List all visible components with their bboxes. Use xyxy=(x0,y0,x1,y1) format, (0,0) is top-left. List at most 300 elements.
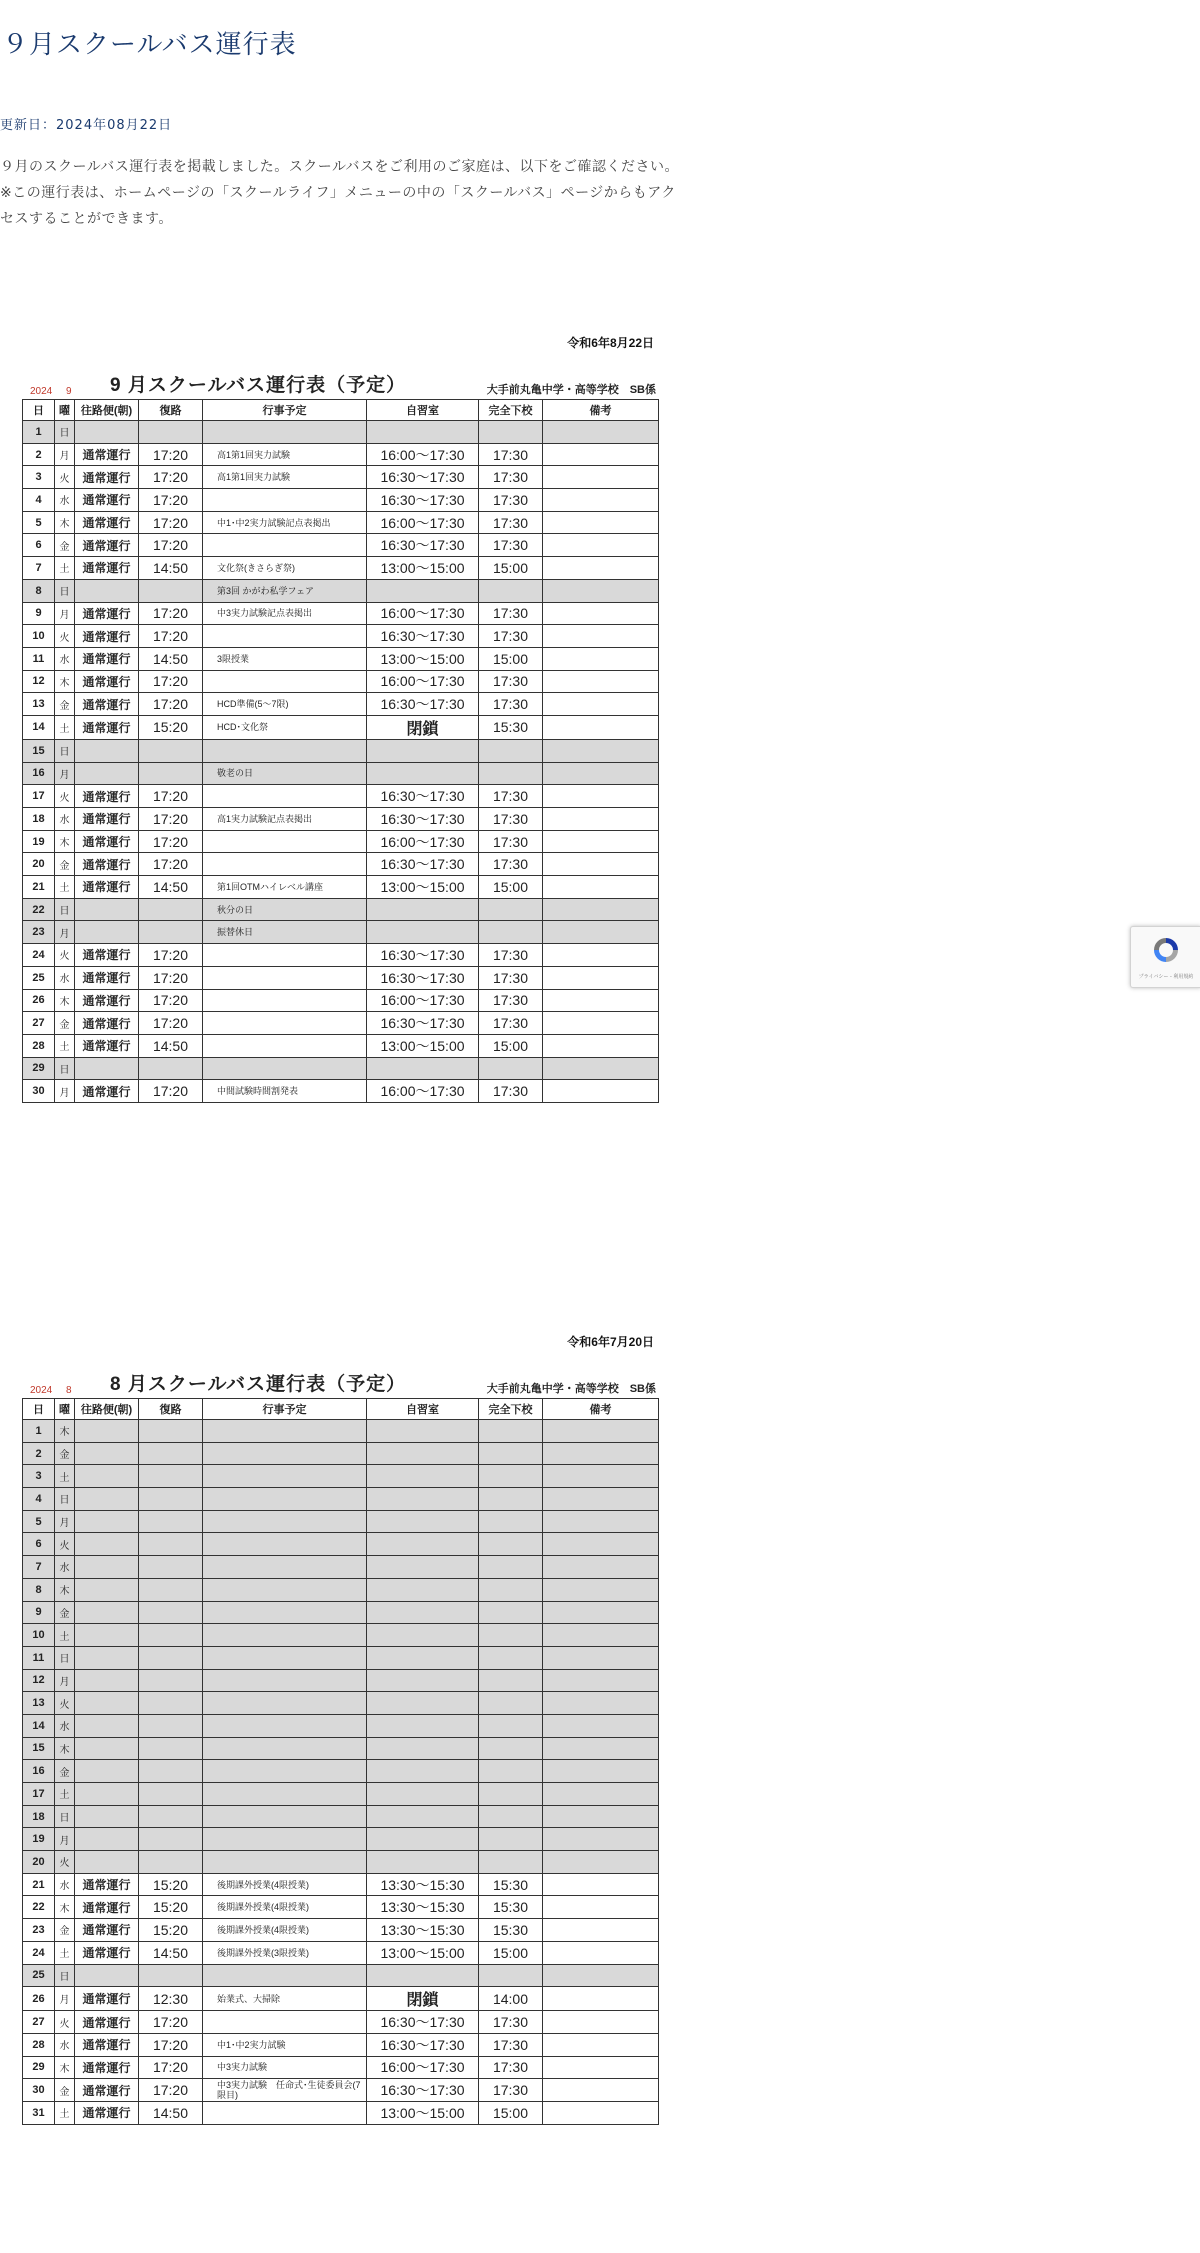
issued-date: 令和6年8月22日 xyxy=(567,336,654,350)
morning-bus-cell: 通常運行 xyxy=(75,511,139,534)
event-cell xyxy=(203,830,367,853)
return-bus-cell xyxy=(139,1805,203,1828)
dismissal-cell xyxy=(479,1442,543,1465)
study-room-cell xyxy=(367,1714,479,1737)
schedule-header xyxy=(22,1374,658,1396)
morning-bus-cell: 通常運行 xyxy=(75,785,139,808)
study-room-cell: 16:30〜17:30 xyxy=(367,2079,479,2102)
weekday-cell: 土 xyxy=(55,557,75,580)
study-room-cell xyxy=(367,1669,479,1692)
remarks-cell xyxy=(543,785,659,808)
return-bus-cell: 17:20 xyxy=(139,625,203,648)
event-cell: 文化祭(きさらぎ祭) xyxy=(203,557,367,580)
return-bus-cell xyxy=(139,1669,203,1692)
schedule-year: 2024 xyxy=(30,1385,53,1396)
morning-bus-cell xyxy=(75,1783,139,1806)
morning-bus-cell xyxy=(75,921,139,944)
table-row xyxy=(23,1873,659,1896)
morning-bus-cell xyxy=(75,1805,139,1828)
event-cell xyxy=(203,1964,367,1987)
dismissal-cell xyxy=(479,921,543,944)
remarks-cell xyxy=(543,1669,659,1692)
remarks-cell xyxy=(543,693,659,716)
remarks-cell xyxy=(543,1034,659,1057)
table-row xyxy=(23,1714,659,1737)
table-header-row xyxy=(23,400,659,421)
event-cell xyxy=(203,489,367,512)
dismissal-cell xyxy=(479,1624,543,1647)
dismissal-cell: 15:00 xyxy=(479,647,543,670)
weekday-cell: 土 xyxy=(55,876,75,899)
dismissal-cell: 17:30 xyxy=(479,830,543,853)
weekday-cell: 月 xyxy=(55,1669,75,1692)
study-room-cell xyxy=(367,1760,479,1783)
event-cell xyxy=(203,1601,367,1624)
weekday-cell: 火 xyxy=(55,944,75,967)
table-row xyxy=(23,2101,659,2124)
study-room-cell xyxy=(367,1964,479,1987)
header-events: 行事予定 xyxy=(203,1399,367,1420)
return-bus-cell xyxy=(139,1737,203,1760)
day-cell: 26 xyxy=(23,989,55,1012)
table-row xyxy=(23,898,659,921)
dismissal-cell xyxy=(479,421,543,444)
intro-paragraph: ９月のスクールバス運行表を掲載しました。スクールバスをご利用のご家庭は、以下をご確認ください。 xyxy=(0,159,679,175)
day-cell: 27 xyxy=(23,1012,55,1035)
updated-date: 更新日：2024年08月22日 xyxy=(0,118,173,133)
return-bus-cell xyxy=(139,1533,203,1556)
morning-bus-cell xyxy=(75,1510,139,1533)
morning-bus-cell xyxy=(75,1646,139,1669)
day-cell: 14 xyxy=(23,715,55,739)
weekday-cell: 金 xyxy=(55,1012,75,1035)
study-room-cell: 16:30〜17:30 xyxy=(367,466,479,489)
header-remarks: 備考 xyxy=(543,400,659,421)
event-cell: HCD準備(5〜7限) xyxy=(203,693,367,716)
remarks-cell xyxy=(543,1533,659,1556)
dismissal-cell: 15:00 xyxy=(479,557,543,580)
table-row xyxy=(23,1941,659,1964)
study-room-cell: 13:00〜15:00 xyxy=(367,876,479,899)
weekday-cell: 火 xyxy=(55,1692,75,1715)
return-bus-cell: 17:20 xyxy=(139,466,203,489)
dismissal-cell: 17:30 xyxy=(479,466,543,489)
return-bus-cell xyxy=(139,762,203,785)
day-cell: 17 xyxy=(23,785,55,808)
table-row xyxy=(23,989,659,1012)
event-cell: 秋分の日 xyxy=(203,898,367,921)
study-room-cell: 16:30〜17:30 xyxy=(367,625,479,648)
table-row xyxy=(23,739,659,762)
table-row xyxy=(23,2079,659,2102)
study-room-cell xyxy=(367,898,479,921)
morning-bus-cell: 通常運行 xyxy=(75,2011,139,2034)
weekday-cell: 土 xyxy=(55,1624,75,1647)
remarks-cell xyxy=(543,1646,659,1669)
remarks-cell xyxy=(543,2056,659,2079)
intro-note: ※この運行表は、ホームページの「スクールライフ」メニューの中の「スクールバス」ページからもアクセスすることができます。 xyxy=(0,185,676,227)
study-room-cell xyxy=(367,1601,479,1624)
day-cell: 3 xyxy=(23,466,55,489)
schedule-month: 9 xyxy=(66,386,72,397)
weekday-cell: 土 xyxy=(55,1941,75,1964)
dismissal-cell xyxy=(479,1556,543,1579)
day-cell: 2 xyxy=(23,1442,55,1465)
study-room-cell xyxy=(367,1805,479,1828)
morning-bus-cell: 通常運行 xyxy=(75,625,139,648)
weekday-cell: 水 xyxy=(55,808,75,831)
weekday-cell: 月 xyxy=(55,762,75,785)
table-row xyxy=(23,785,659,808)
return-bus-cell xyxy=(139,1692,203,1715)
return-bus-cell xyxy=(139,1442,203,1465)
schedule-title-text: 月スクールバス運行表（予定） xyxy=(127,375,407,396)
table-body xyxy=(23,421,659,1103)
morning-bus-cell: 通常運行 xyxy=(75,876,139,899)
dismissal-cell: 17:30 xyxy=(479,511,543,534)
table-row xyxy=(23,944,659,967)
morning-bus-cell: 通常運行 xyxy=(75,1896,139,1919)
table-row xyxy=(23,1034,659,1057)
table-row xyxy=(23,1510,659,1533)
return-bus-cell: 14:50 xyxy=(139,557,203,580)
study-room-cell xyxy=(367,1057,479,1080)
day-cell: 9 xyxy=(23,1601,55,1624)
weekday-cell: 月 xyxy=(55,602,75,625)
weekday-cell: 土 xyxy=(55,715,75,739)
header-morning: 往路便(朝) xyxy=(75,1399,139,1420)
dismissal-cell xyxy=(479,1828,543,1851)
dismissal-cell xyxy=(479,1601,543,1624)
table-row xyxy=(23,1987,659,2011)
morning-bus-cell: 通常運行 xyxy=(75,2101,139,2124)
event-cell xyxy=(203,1488,367,1511)
study-room-cell: 16:30〜17:30 xyxy=(367,966,479,989)
weekday-cell: 木 xyxy=(55,1737,75,1760)
weekday-cell: 日 xyxy=(55,1964,75,1987)
morning-bus-cell: 通常運行 xyxy=(75,443,139,466)
dismissal-cell xyxy=(479,1851,543,1874)
remarks-cell xyxy=(543,1465,659,1488)
morning-bus-cell xyxy=(75,1692,139,1715)
event-cell: 高1第1回実力試験 xyxy=(203,443,367,466)
event-cell: 第3回 かがわ私学フェア xyxy=(203,579,367,602)
day-cell: 18 xyxy=(23,808,55,831)
dismissal-cell xyxy=(479,1669,543,1692)
table-row xyxy=(23,1420,659,1443)
day-cell: 16 xyxy=(23,1760,55,1783)
morning-bus-cell: 通常運行 xyxy=(75,670,139,693)
schedule-title-month: 9 xyxy=(110,375,122,396)
dismissal-cell: 15:00 xyxy=(479,1941,543,1964)
day-cell: 20 xyxy=(23,853,55,876)
schedule-year: 2024 xyxy=(30,386,53,397)
weekday-cell: 木 xyxy=(55,1896,75,1919)
morning-bus-cell: 通常運行 xyxy=(75,1987,139,2011)
weekday-cell: 金 xyxy=(55,1442,75,1465)
table-row xyxy=(23,421,659,444)
dismissal-cell xyxy=(479,1964,543,1987)
morning-bus-cell xyxy=(75,1851,139,1874)
weekday-cell: 火 xyxy=(55,1533,75,1556)
day-cell: 21 xyxy=(23,1873,55,1896)
event-cell xyxy=(203,1465,367,1488)
study-room-cell xyxy=(367,762,479,785)
table-row xyxy=(23,1805,659,1828)
morning-bus-cell: 通常運行 xyxy=(75,489,139,512)
weekday-cell: 日 xyxy=(55,421,75,444)
event-cell: 中3実力試験 xyxy=(203,2056,367,2079)
remarks-cell xyxy=(543,1714,659,1737)
table-row xyxy=(23,853,659,876)
return-bus-cell: 17:20 xyxy=(139,2056,203,2079)
morning-bus-cell: 通常運行 xyxy=(75,1034,139,1057)
day-cell: 6 xyxy=(23,534,55,557)
remarks-cell xyxy=(543,989,659,1012)
study-room-cell xyxy=(367,1578,479,1601)
table-row xyxy=(23,1964,659,1987)
weekday-cell: 日 xyxy=(55,739,75,762)
return-bus-cell: 15:20 xyxy=(139,1896,203,1919)
event-cell xyxy=(203,1669,367,1692)
day-cell: 20 xyxy=(23,1851,55,1874)
study-room-cell: 13:00〜15:00 xyxy=(367,647,479,670)
return-bus-cell xyxy=(139,1714,203,1737)
morning-bus-cell xyxy=(75,421,139,444)
table-row xyxy=(23,2056,659,2079)
schedule-title-text: 月スクールバス運行表（予定） xyxy=(127,1374,407,1395)
dismissal-cell xyxy=(479,1420,543,1443)
remarks-cell xyxy=(543,1964,659,1987)
weekday-cell: 水 xyxy=(55,2033,75,2056)
dismissal-cell xyxy=(479,1805,543,1828)
day-cell: 7 xyxy=(23,557,55,580)
return-bus-cell: 15:20 xyxy=(139,715,203,739)
morning-bus-cell xyxy=(75,1556,139,1579)
table-row xyxy=(23,557,659,580)
weekday-cell: 日 xyxy=(55,1057,75,1080)
recaptcha-icon xyxy=(1151,935,1181,965)
study-room-cell: 13:00〜15:00 xyxy=(367,2101,479,2124)
table-row xyxy=(23,1601,659,1624)
return-bus-cell xyxy=(139,1488,203,1511)
dismissal-cell: 17:30 xyxy=(479,602,543,625)
weekday-cell: 水 xyxy=(55,489,75,512)
schedule-header xyxy=(22,375,658,397)
dismissal-cell xyxy=(479,898,543,921)
event-cell xyxy=(203,421,367,444)
study-room-cell: 16:30〜17:30 xyxy=(367,2033,479,2056)
weekday-cell: 火 xyxy=(55,2011,75,2034)
weekday-cell: 日 xyxy=(55,1646,75,1669)
study-room-cell: 16:30〜17:30 xyxy=(367,1012,479,1035)
day-cell: 9 xyxy=(23,602,55,625)
weekday-cell: 金 xyxy=(55,1601,75,1624)
day-cell: 12 xyxy=(23,1669,55,1692)
header-weekday: 曜 xyxy=(55,400,75,421)
table-row xyxy=(23,1646,659,1669)
remarks-cell xyxy=(543,2079,659,2102)
event-cell xyxy=(203,1646,367,1669)
dismissal-cell: 17:30 xyxy=(479,944,543,967)
table-row xyxy=(23,534,659,557)
header-events: 行事予定 xyxy=(203,400,367,421)
return-bus-cell xyxy=(139,1578,203,1601)
table-row xyxy=(23,579,659,602)
return-bus-cell: 14:50 xyxy=(139,1034,203,1057)
event-cell xyxy=(203,989,367,1012)
dismissal-cell: 17:30 xyxy=(479,670,543,693)
header-remarks: 備考 xyxy=(543,1399,659,1420)
remarks-cell xyxy=(543,1783,659,1806)
day-cell: 23 xyxy=(23,921,55,944)
recaptcha-text[interactable]: プライバシー - 利用規約 xyxy=(1138,974,1194,980)
morning-bus-cell: 通常運行 xyxy=(75,989,139,1012)
dismissal-cell: 17:30 xyxy=(479,2079,543,2102)
issued-date: 令和6年7月20日 xyxy=(567,1335,654,1349)
morning-bus-cell xyxy=(75,1057,139,1080)
weekday-cell: 木 xyxy=(55,2056,75,2079)
remarks-cell xyxy=(543,602,659,625)
dismissal-cell: 17:30 xyxy=(479,2056,543,2079)
event-cell xyxy=(203,1012,367,1035)
study-room-cell xyxy=(367,1556,479,1579)
return-bus-cell: 17:20 xyxy=(139,785,203,808)
day-cell: 11 xyxy=(23,1646,55,1669)
study-room-cell: 16:00〜17:30 xyxy=(367,2056,479,2079)
event-cell xyxy=(203,1057,367,1080)
study-room-cell: 16:30〜17:30 xyxy=(367,853,479,876)
remarks-cell xyxy=(543,1578,659,1601)
event-cell: 振替休日 xyxy=(203,921,367,944)
morning-bus-cell xyxy=(75,1488,139,1511)
dismissal-cell xyxy=(479,1057,543,1080)
study-room-cell: 16:00〜17:30 xyxy=(367,602,479,625)
morning-bus-cell xyxy=(75,1420,139,1443)
dismissal-cell: 15:30 xyxy=(479,1873,543,1896)
event-cell: 第1回OTMハイレベル講座 xyxy=(203,876,367,899)
day-cell: 26 xyxy=(23,1987,55,2011)
event-cell: 中間試験時間割発表 xyxy=(203,1080,367,1103)
table-row xyxy=(23,1896,659,1919)
return-bus-cell: 17:20 xyxy=(139,966,203,989)
day-cell: 15 xyxy=(23,739,55,762)
table-row xyxy=(23,489,659,512)
return-bus-cell: 14:50 xyxy=(139,1941,203,1964)
remarks-cell xyxy=(543,1805,659,1828)
return-bus-cell xyxy=(139,1624,203,1647)
event-cell xyxy=(203,1805,367,1828)
remarks-cell xyxy=(543,1941,659,1964)
event-cell xyxy=(203,1692,367,1715)
event-cell: 後期課外授業(4限授業) xyxy=(203,1919,367,1942)
morning-bus-cell xyxy=(75,898,139,921)
day-cell: 10 xyxy=(23,625,55,648)
study-room-cell: 13:00〜15:00 xyxy=(367,557,479,580)
schedule-month: 8 xyxy=(66,1385,72,1396)
remarks-cell xyxy=(543,1488,659,1511)
day-cell: 6 xyxy=(23,1533,55,1556)
event-cell: 3限授業 xyxy=(203,647,367,670)
event-cell xyxy=(203,739,367,762)
study-room-cell: 16:30〜17:30 xyxy=(367,534,479,557)
school-name: 大手前丸亀中学・高等学校 SB係 xyxy=(486,384,656,396)
event-cell: 後期課外授業(4限授業) xyxy=(203,1873,367,1896)
return-bus-cell: 17:20 xyxy=(139,534,203,557)
table-row xyxy=(23,1692,659,1715)
event-cell xyxy=(203,1578,367,1601)
weekday-cell: 月 xyxy=(55,921,75,944)
table-row xyxy=(23,1669,659,1692)
dismissal-cell: 17:30 xyxy=(479,989,543,1012)
table-header-row xyxy=(23,1399,659,1420)
remarks-cell xyxy=(543,898,659,921)
day-cell: 1 xyxy=(23,1420,55,1443)
weekday-cell: 日 xyxy=(55,1805,75,1828)
weekday-cell: 日 xyxy=(55,898,75,921)
weekday-cell: 月 xyxy=(55,443,75,466)
september-schedule xyxy=(22,334,658,1103)
morning-bus-cell xyxy=(75,739,139,762)
return-bus-cell xyxy=(139,898,203,921)
day-cell: 15 xyxy=(23,1737,55,1760)
study-room-cell xyxy=(367,1646,479,1669)
event-cell xyxy=(203,1828,367,1851)
event-cell xyxy=(203,1420,367,1443)
return-bus-cell: 17:20 xyxy=(139,1080,203,1103)
dismissal-cell: 15:30 xyxy=(479,1919,543,1942)
table-row xyxy=(23,762,659,785)
weekday-cell: 土 xyxy=(55,1465,75,1488)
dismissal-cell: 15:00 xyxy=(479,2101,543,2124)
table-row xyxy=(23,602,659,625)
remarks-cell xyxy=(543,1828,659,1851)
return-bus-cell: 17:20 xyxy=(139,989,203,1012)
return-bus-cell xyxy=(139,1057,203,1080)
remarks-cell xyxy=(543,670,659,693)
weekday-cell: 土 xyxy=(55,2101,75,2124)
event-cell xyxy=(203,1510,367,1533)
weekday-cell: 月 xyxy=(55,1510,75,1533)
return-bus-cell: 15:20 xyxy=(139,1873,203,1896)
day-cell: 14 xyxy=(23,1714,55,1737)
weekday-cell: 金 xyxy=(55,2079,75,2102)
dismissal-cell xyxy=(479,579,543,602)
study-room-cell: 13:30〜15:30 xyxy=(367,1896,479,1919)
remarks-cell xyxy=(543,2033,659,2056)
day-cell: 24 xyxy=(23,1941,55,1964)
header-day: 日 xyxy=(23,1399,55,1420)
day-cell: 28 xyxy=(23,2033,55,2056)
day-cell: 22 xyxy=(23,898,55,921)
dismissal-cell: 14:00 xyxy=(479,1987,543,2011)
event-cell xyxy=(203,625,367,648)
header-dismissal: 完全下校 xyxy=(479,400,543,421)
study-room-cell xyxy=(367,1737,479,1760)
morning-bus-cell: 通常運行 xyxy=(75,534,139,557)
day-cell: 19 xyxy=(23,830,55,853)
header-dismissal: 完全下校 xyxy=(479,1399,543,1420)
weekday-cell: 土 xyxy=(55,1783,75,1806)
recaptcha-badge[interactable] xyxy=(1130,926,1200,988)
weekday-cell: 金 xyxy=(55,534,75,557)
weekday-cell: 金 xyxy=(55,1760,75,1783)
table-row xyxy=(23,1465,659,1488)
dismissal-cell xyxy=(479,1533,543,1556)
return-bus-cell xyxy=(139,921,203,944)
event-cell: 中3実力試験記点表掲出 xyxy=(203,602,367,625)
day-cell: 30 xyxy=(23,1080,55,1103)
